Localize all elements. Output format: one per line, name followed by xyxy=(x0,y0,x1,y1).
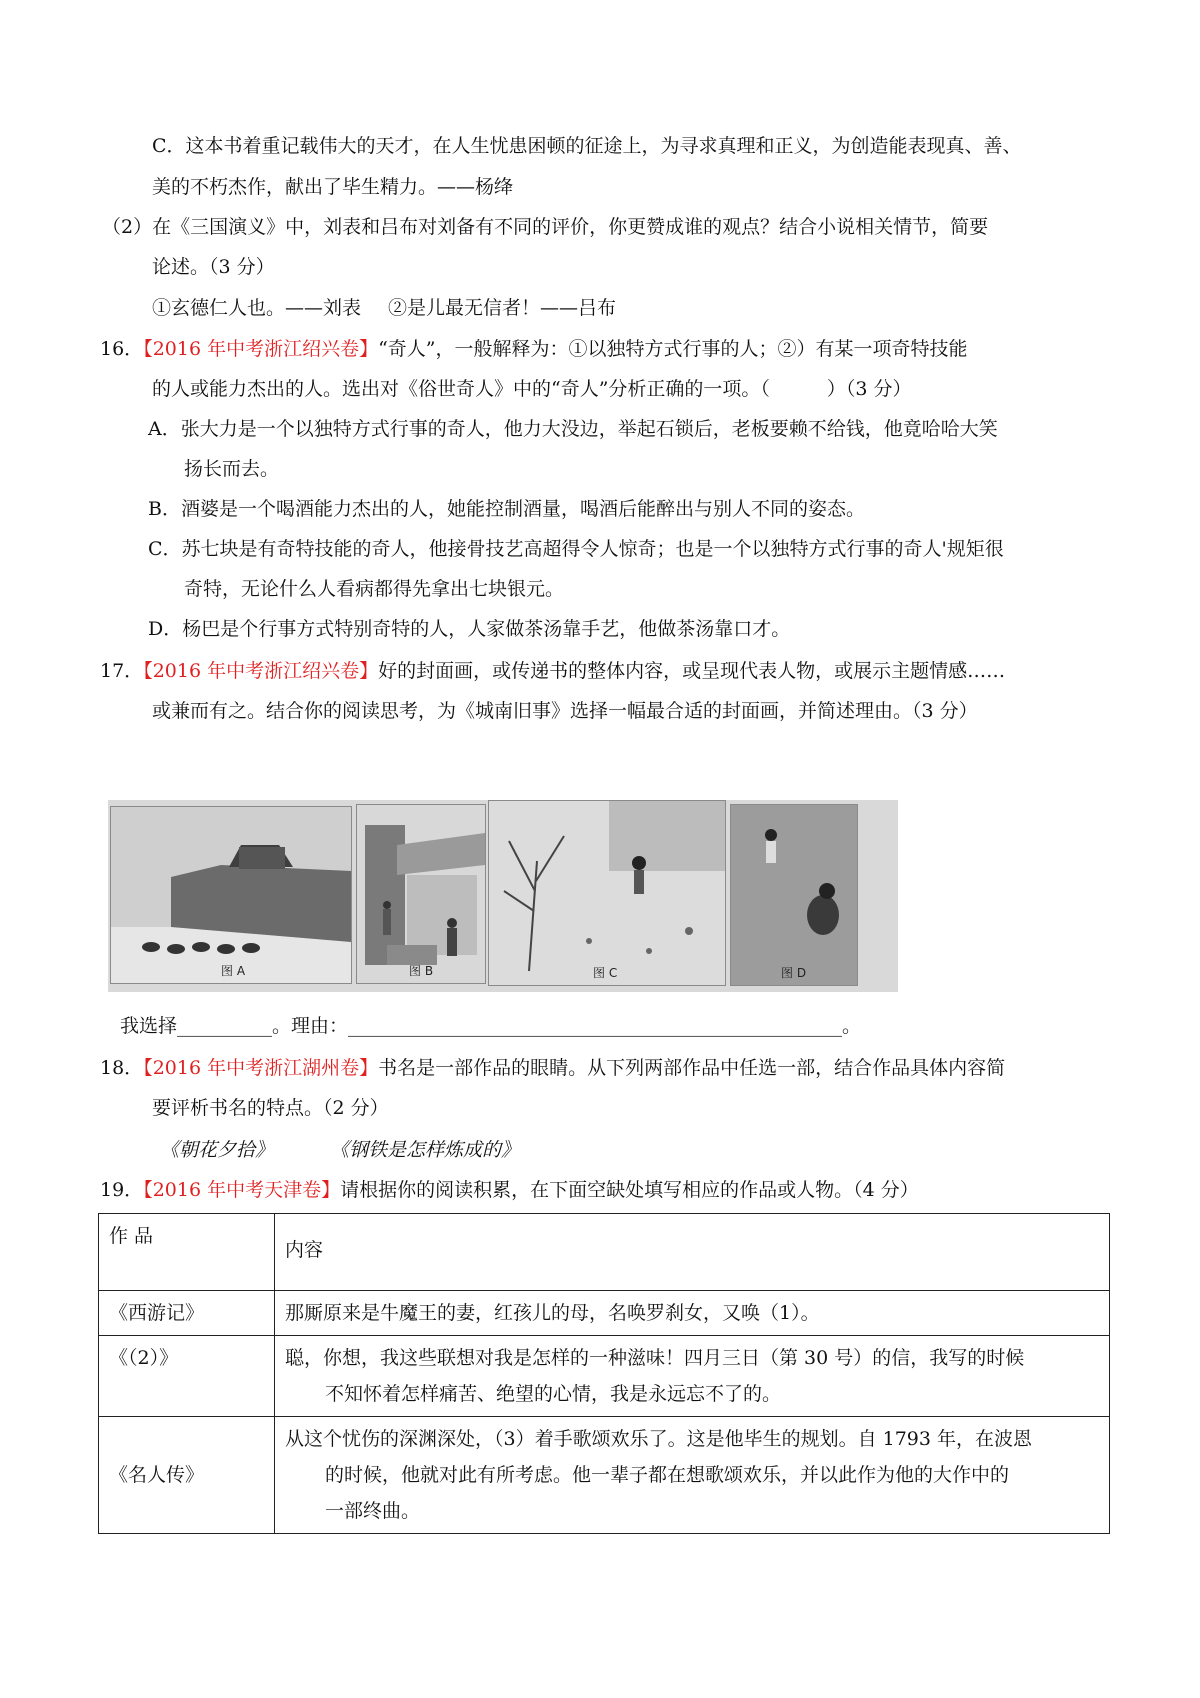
q17-text-line2: 或兼而有之。结合你的阅读思考，为《城南旧事》选择一幅最合适的封面画，并简述理由。（3 分） xyxy=(152,700,978,722)
caption-b: 图 B xyxy=(409,964,434,978)
table-header-row xyxy=(99,1214,1110,1291)
row-work: 《名人传》 xyxy=(99,1417,275,1534)
q18-book-2: 《钢铁是怎样炼成的》 xyxy=(330,1139,521,1161)
yard-tree-girl-sketch xyxy=(489,801,725,985)
q15-part2-line1: （2）在《三国演义》中，刘表和吕布对刘备有不同的评价，你更赞成谁的观点？结合小说相关情节，简要 xyxy=(102,216,989,238)
q15-option-c-line1: C．这本书着重记载伟大的天才，在人生忧患困顿的征途上，为寻求真理和正义，为创造能表现真、善、 xyxy=(152,135,1022,157)
question-number: 19． xyxy=(100,1179,144,1201)
q16-option-c-line1: C．苏七块是有奇特技能的奇人，他接骨技艺高超得令人惊奇；也是一个以独特方式行事的奇人'规矩很 xyxy=(148,538,1004,560)
q16-text-line2: 的人或能力杰出的人。选出对《俗世奇人》中的“奇人”分析正确的一项。（ ）（3 分） xyxy=(152,378,912,400)
question-text: 好的封面画，或传递书的整体内容，或呈现代表人物，或展示主题情感…… xyxy=(378,660,1006,682)
q18-heading xyxy=(100,1054,1005,1082)
q15-quote-liubiao: ①玄德仁人也。——刘表 xyxy=(152,297,362,319)
table-row xyxy=(99,1336,1110,1417)
source-tag: 【2016 年中考天津卷】 xyxy=(143,1179,341,1201)
question-number: 18． xyxy=(100,1057,144,1079)
picture-c xyxy=(488,800,726,986)
table-row xyxy=(99,1291,1110,1336)
header-content: 内容 xyxy=(275,1214,1110,1291)
works-content-table xyxy=(98,1213,1110,1534)
row-content xyxy=(275,1291,1110,1336)
row-work: 《西游记》 xyxy=(99,1291,275,1336)
row-content-line: 那厮原来是牛魔王的妻，红孩儿的母，名唤罗刹女，又唤（1）。 xyxy=(285,1302,820,1324)
caption-a: 图 A xyxy=(221,964,246,978)
city-wall-camels-sketch xyxy=(111,807,351,983)
source-tag: 【2016 年中考浙江绍兴卷】 xyxy=(143,338,379,360)
row-content-line: 从这个忧伤的深渊深处，（3）着手歌颂欢乐了。这是他毕生的规划。自 1793 年，在波恩 xyxy=(285,1428,1033,1450)
q15-quote-lvbu: ②是儿最无信者！——吕布 xyxy=(388,297,617,319)
q16-heading xyxy=(100,335,968,363)
source-tag: 【2016 年中考浙江湖州卷】 xyxy=(143,1057,379,1079)
q15-option-c-line2: 美的不朽杰作，献出了毕生精力。——杨绛 xyxy=(152,176,514,198)
caption-c: 图 C xyxy=(593,966,618,980)
source-tag: 【2016 年中考浙江绍兴卷】 xyxy=(143,660,379,682)
q17-answer-line: 我选择__________。理由：____________________________________________________。 xyxy=(120,1015,862,1037)
q16-option-d: D．杨巴是个行事方式特别奇特的人，人家做茶汤靠手艺，他做茶汤靠口才。 xyxy=(148,618,791,640)
header-work: 作 品 xyxy=(99,1214,275,1291)
table-row xyxy=(99,1417,1110,1534)
caption-d: 图 D xyxy=(781,966,807,980)
row-content-line: 聪，你想，我这些联想对我是怎样的一种滋味！四月三日（第 30 号）的信，我写的时候 xyxy=(285,1347,1025,1369)
question-text: 书名是一部作品的眼睛。从下列两部作品中任选一部，结合作品具体内容简 xyxy=(378,1057,1006,1079)
row-work: 《（2）》 xyxy=(99,1336,275,1417)
row-content-line: 一部终曲。 xyxy=(325,1500,421,1522)
q17-heading xyxy=(100,657,1005,685)
q18-book-1: 《朝花夕拾》 xyxy=(160,1139,275,1161)
question-text: “奇人”，一般解释为：①以独特方式行事的人；②）有某一项奇特技能 xyxy=(378,338,968,360)
q16-option-a-line1: A．张大力是一个以独特方式行事的奇人，他力大没边，举起石锁后，老板要赖不给钱，他竟哈哈大笑 xyxy=(148,418,998,440)
row-content-line: 不知怀着怎样痛苦、绝望的心情，我是永远忘不了的。 xyxy=(325,1383,782,1405)
question-number: 16． xyxy=(100,338,144,360)
row-content xyxy=(275,1336,1110,1417)
field-children-sketch xyxy=(731,805,857,985)
q18-text-line2: 要评析书名的特点。（2 分） xyxy=(152,1097,389,1119)
row-content-line: 的时候，他就对此有所考虑。他一辈子都在想歌颂欢乐，并以此作为他的大作中的 xyxy=(325,1464,1010,1486)
row-content xyxy=(275,1417,1110,1534)
q16-option-a-line2: 扬长而去。 xyxy=(184,458,280,480)
q16-option-c-line2: 奇特，无论什么人看病都得先拿出七块银元。 xyxy=(184,578,565,600)
courtyard-gate-sketch xyxy=(357,805,485,983)
q16-option-b: B．酒婆是一个喝酒能力杰出的人，她能控制酒量，喝酒后能醉出与别人不同的姿态。 xyxy=(148,498,865,520)
q15-part2-line2: 论述。（3 分） xyxy=(152,256,275,278)
picture-d xyxy=(730,804,858,986)
picture-b xyxy=(356,804,486,984)
picture-a xyxy=(110,806,352,984)
question-text: 请根据你的阅读积累，在下面空缺处填写相应的作品或人物。（4 分） xyxy=(340,1179,919,1201)
cover-picture-gallery xyxy=(108,800,898,992)
question-number: 17． xyxy=(100,660,144,682)
q19-heading xyxy=(100,1176,919,1204)
